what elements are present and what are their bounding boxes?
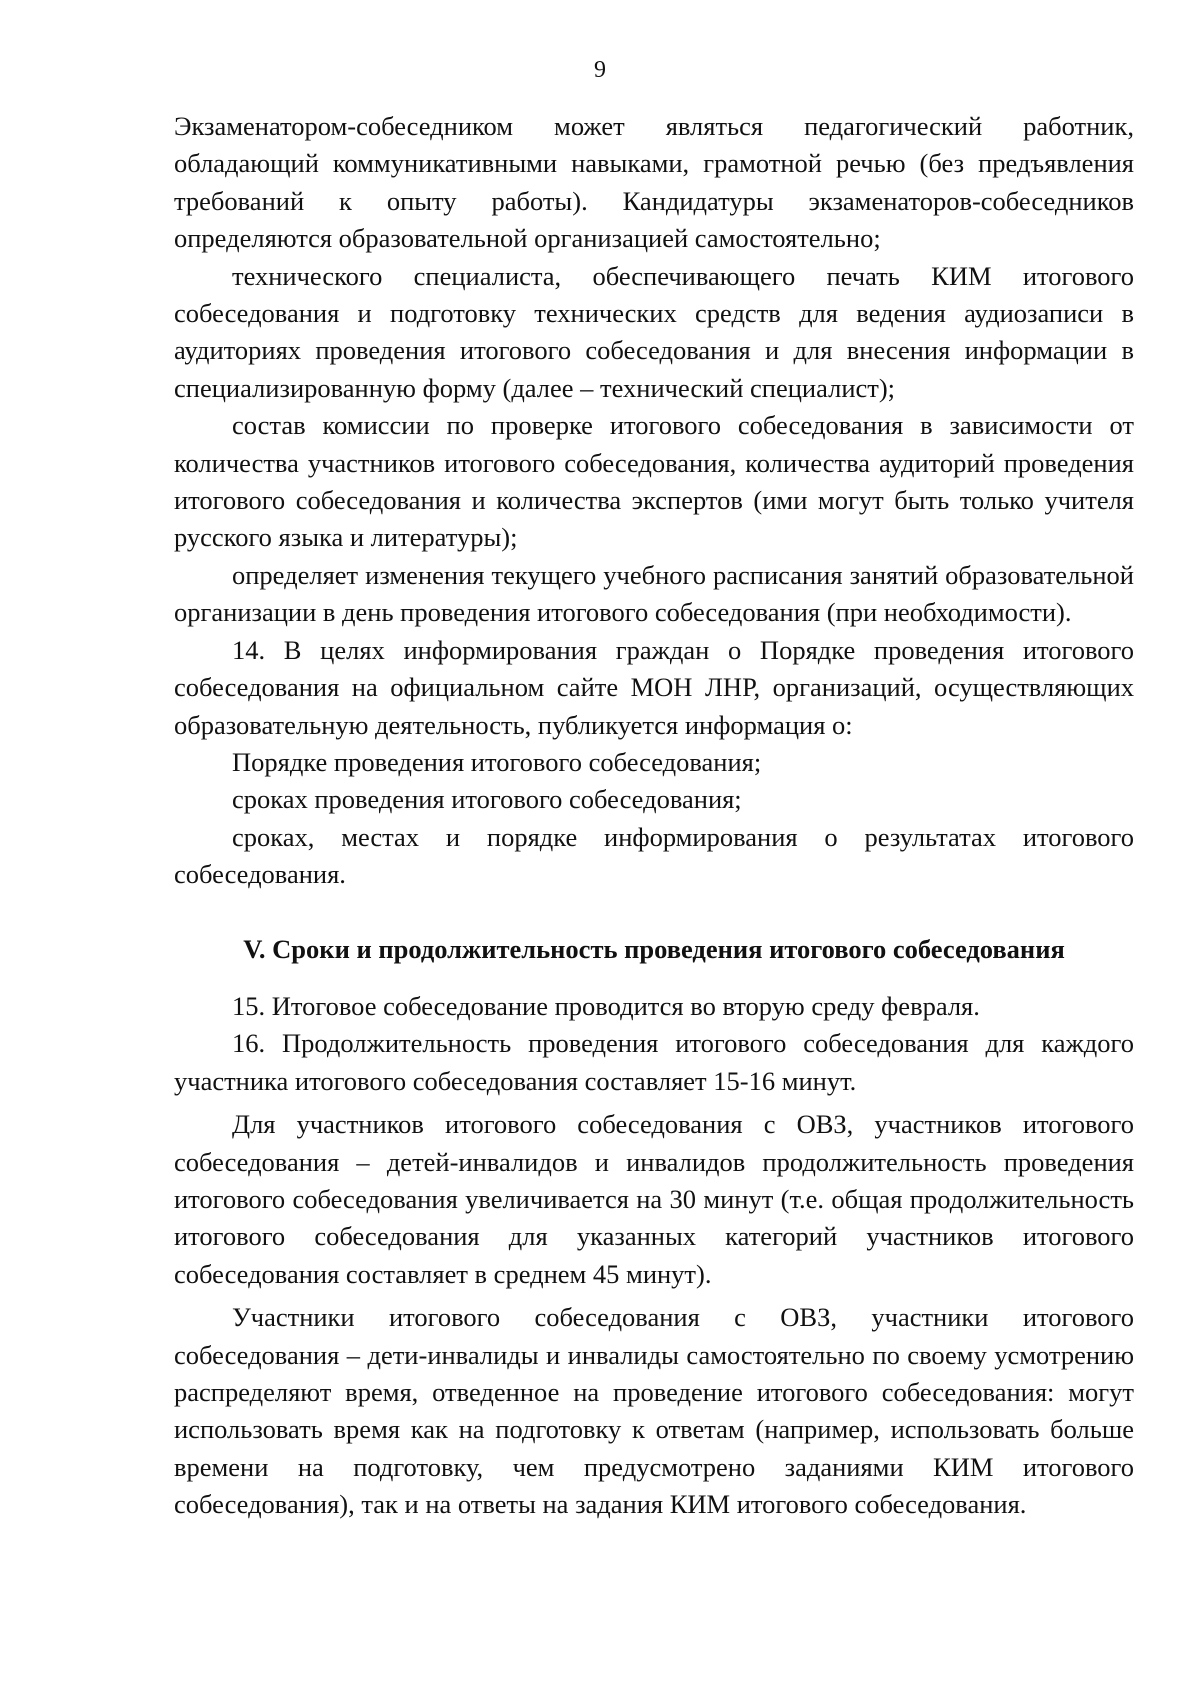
paragraph-ovz-duration: Для участников итогового собеседования с ОВЗ, участников итогового собеседования – детей-инвалидов и инвалидов продолжительность проведения итогового собеседования увеличивается на 30 минут (т.е. общая продолжительность итогового собеседования для указанных категорий участников итогового собеседования составляет в среднем 45 минут). <box>174 1109 1134 1289</box>
paragraph-ovz-time-allocation: Участники итогового собеседования с ОВЗ, участники итогового собеседования – дети-инвалиды и инвалиды самостоятельно по своему усмотрению распределяют время, отведенное на проведение итогового собеседования: могут использовать время как на подготовку к ответам (например, использовать больше времени на подготовку, чем предусмотрено заданиями КИМ итогового собеседования), так и на ответы на задания КИМ итогового собеседования. <box>174 1302 1134 1520</box>
paragraph-schedule-changes: определяет изменения текущего учебного расписания занятий образовательной организации в день проведения итогового собеседования (при необходимости). <box>174 559 1134 628</box>
list-item-results-info: сроках, местах и порядке информирования о результатах итогового собеседования. <box>174 821 1134 890</box>
paragraph-item-16: 16. Продолжительность проведения итогового собеседования для каждого участника итогового собеседования составляет 15-16 минут. <box>174 1028 1134 1096</box>
paragraph-technical-specialist: технического специалиста, обеспечивающего печать КИМ итогового собеседования и подготовку технических средств для ведения аудиозаписи в аудиториях проведения итогового собеседования и для внесения информации в специализированную форму (далее – технический специалист); <box>174 260 1134 403</box>
paragraph-examiner: Экзаменатором-собеседником может являться педагогический работник, обладающий коммуникативными навыками, грамотной речью (без предъявления требований к опыту работы). Кандидатуры экзаменаторов-собеседников определяются образовательной организацией самостоятельно; <box>174 111 1134 254</box>
document-body <box>174 108 1134 1524</box>
paragraph-item-14: 14. В целях информирования граждан о Порядке проведения итогового собеседования на официальном сайте МОН ЛНР, организаций, осуществляющих образовательную деятельность, публикуется информация о: <box>174 634 1134 740</box>
page-number: 9 <box>594 57 606 83</box>
list-item-procedure: Порядке проведения итогового собеседования; <box>232 746 762 777</box>
paragraph-item-15: 15. Итоговое собеседование проводится во вторую среду февраля. <box>232 990 980 1021</box>
section-heading: V. Сроки и продолжительность проведения итогового собеседования <box>243 933 1065 964</box>
paragraph-commission: состав комиссии по проверке итогового собеседования в зависимости от количества участников итогового собеседования, количества аудиторий проведения итогового собеседования и количества экспертов (ими могут быть только учителя русского языка и литературы); <box>174 410 1134 553</box>
list-item-dates: сроках проведения итогового собеседования; <box>232 784 742 815</box>
